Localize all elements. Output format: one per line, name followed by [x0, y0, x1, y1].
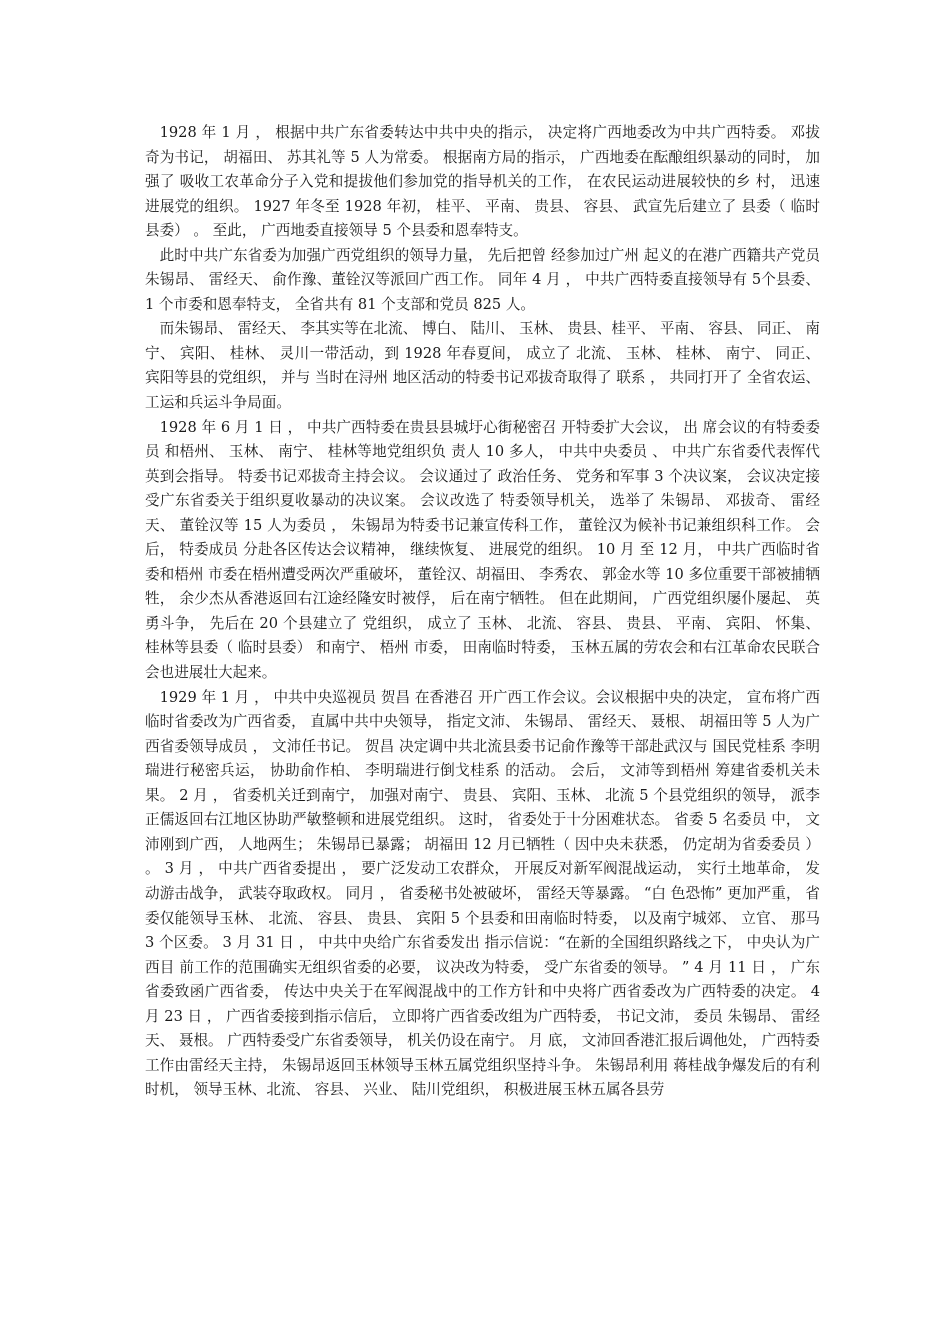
paragraph-4: 1928 年 6 月 1 日 ， 中共广西特委在贵县县城圩心街秘密召 开特委扩大会议， 出 席会议的有特委委员 和梧州、 玉林、 南宁、 桂林等地党组织负 责人 10 多人， 中共中央委员 、 中共广东省委代表恽代英到会指导。 特委书记邓拔奇主持会议。 会议通过了 政治任务、 党务和军事 3 个决议案， 会议决定接受广东省委关于组织夏收暴动的决议案。 会议改选了 特委领导机关， 选举了 朱锡昂、 邓拔奇、 雷经天、 董铨汉等 15 人为委员 ， 朱锡昂为特委书记兼宣传科工作， 董铨汉为候补书记兼组织科工作。 会后， 特委成员 分赴各区传达会议精神， 继续恢复、 进展党的组织。 10 月 至 12 月， 中共广西临时省委和梧州 市委在梧州遭受两次严重破坏， 董铨汉、胡福田、 李秀农、 郭金水等 10 多位重要干部被捕牺牲， 余少杰从香港返回右江途经隆安时被俘， 后在南宁牺牲。 但在此期间， 广西党组织屡仆屡起、 英勇斗争， 先后在 20 个县建立了 党组织， 成立了 玉林、 北流、 容县、 贵县、 平南、 宾阳、 怀集、 桂林等县委（ 临时县委） 和南宁、 梧州 市委， 田南临时特委， 玉林五属的劳农会和右江革命农民联合会也进展壮大起来。 [145, 418, 820, 682]
paragraph-2: 此时中共广东省委为加强广西党组织的领导力量， 先后把曾 经参加过广州 起义的在港广西籍共产党员 朱锡昂、 雷经天、 俞作豫、董铨汉等派回广西工作。 同年 4 月 ， 中共广西特委直接领导有 5个县委、 1 个市委和恩奉特支， 全省共有 81 个支部和党员 825 人。 [145, 246, 820, 313]
paragraph-3: 而朱锡昂、 雷经天、 李其实等在北流、 博白、 陆川、 玉林、 贵县、桂平、 平南、 容县、 同正、 南宁、 宾阳、 桂林、 灵川一带活动，到 1928 年春夏间， 成立了 北流、 玉林、 桂林、 南宁、 同正、 宾阳等县的党组织， 并与 当时在浔州 地区活动的特委书记邓拔奇取得了 联系 ， 共同打开了 全省农运、 工运和兵运斗争局面。 [145, 320, 820, 412]
document-body [145, 121, 820, 1103]
paragraph-1: 1928 年 1 月 ， 根据中共广东省委转达中共中央的指示， 决定将广西地委改为中共广西特委。 邓拔奇为书记， 胡福田、 苏其礼等 5 人为常委。 根据南方局的指示， 广西地委在酝酿组织暴动的同时， 加强了 吸收工农革命分子入党和提拔他们参加党的指导机关的工作， 在农民运动进展较快的乡 村， 迅速进展党的组织。 1927 年冬至 1928 年初， 桂平、 平南、 贵县、 容县、 武宣先后建立了 县委（ 临时县委） 。 至此， 广西地委直接领导 5 个县委和恩奉特支。 [145, 124, 820, 240]
paragraph-5: 1929 年 1 月 ， 中共中央巡视员 贺昌 在香港召 开广西工作会议。会议根据中央的决定， 宣布将广西临时省委改为广西省委， 直属中共中央领导， 指定文沛、 朱锡昂、 雷经天、 聂根、 胡福田等 5 人为广西省委领导成员 ， 文沛任书记。 贺昌 决定调中共北流县委书记俞作豫等干部赴武汉与 国民党桂系 李明瑞进行秘密兵运， 协助俞作柏、 李明瑞进行倒戈桂系 的活动。 会后， 文沛等到梧州 筹建省委机关未果。 2 月 ， 省委机关迁到南宁， 加强对南宁、 贵县、 宾阳、玉林、 北流 5 个县党组织的领导， 派李正儒返回右江地区协助严敏整顿和进展党组织。 这时， 省委处于十分困难状态。 省委 5 名委员 中， 文沛刚到广西， 人地两生； 朱锡昂已暴露； 胡福田 12 月已牺牲（ 因中央未获悉， 仍定胡为省委委员 ） 。 3 月 ， 中共广西省委提出 ， 要广泛发动工农群众， 开展反对新军阀混战运动， 实行土地革命， 发动游击战争， 武装夺取政权。 同月 ， 省委秘书处被破坏， 雷经天等暴露。 “白 色恐怖” 更加严重， 省委仅能领导玉林、 北流、 容县、 贵县、 宾阳 5 个县委和田南临时特委， 以及南宁城郊、 立官、 那马 3 个区委。 3 月 31 日 ， 中共中央给广东省委发出 指示信说：“在新的全国组织路线之下， 中央认为广西目 前工作的范围确实无组织省委的必要， 议决改为特委， 受广东省委的领导。 ” 4 月 11 日 ， 广东省委致函广西省委， 传达中央关于在军阀混战中的工作方针和中央将广西省委改为广西特委的决定。 4月 23 日 ， 广西省委接到指示信后， 立即将广西省委改组为广西特委， 书记文沛， 委员 朱锡昂、 雷经天、 聂根。 广西特委受广东省委领导， 机关仍设在南宁。 月 底， 文沛回香港汇报后调他处， 广西特委工作由雷经天主持， 朱锡昂返回玉林领导玉林五属党组织坚持斗争。 朱锡昂利用 蒋桂战争爆发后的有利时机， 领导玉林、北流、 容县、 兴业、 陆川党组织， 积极进展玉林五属各县劳 [145, 688, 820, 1099]
